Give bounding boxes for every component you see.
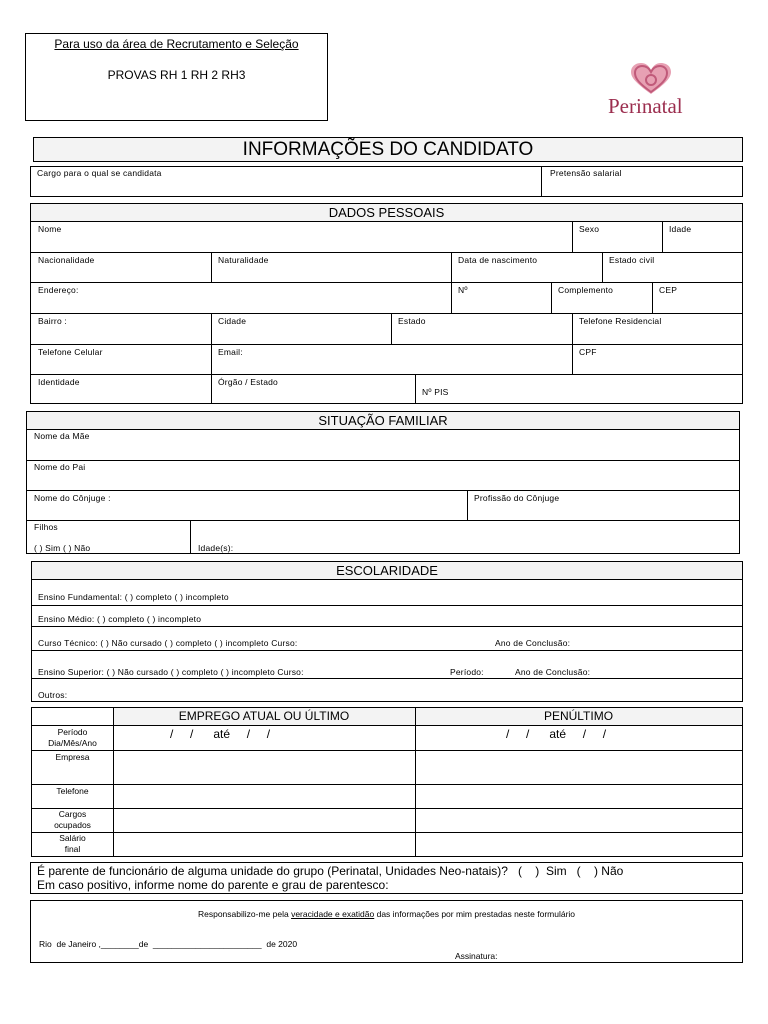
- salario-label-2: final: [64, 844, 81, 854]
- cidade-field[interactable]: [211, 313, 391, 344]
- declaracao-text: [31, 909, 742, 919]
- idade-field[interactable]: [662, 222, 742, 252]
- declaracao-section: [30, 900, 743, 963]
- estado-civil-label: Estado civil: [609, 255, 655, 265]
- numero-label: Nº: [458, 285, 468, 295]
- pretensao-field[interactable]: [542, 167, 742, 196]
- telefone-atual-field[interactable]: [114, 785, 415, 808]
- tel-cel-field[interactable]: [31, 344, 211, 374]
- curso-tecnico-row[interactable]: Curso Técnico: ( ) Não cursado ( ) completo ( ) incompleto Curso:: [38, 638, 298, 648]
- idade-label: Idade: [669, 224, 692, 234]
- superior-ano-label: Ano de Conclusão:: [515, 667, 591, 677]
- parente-question[interactable]: É parente de funcionário de alguma unidade do grupo (Perinatal, Unidades Neo-natais)? ( ) Sim ( ) Não: [37, 864, 624, 878]
- naturalidade-label: Naturalidade: [218, 255, 269, 265]
- cargo-row: [30, 166, 743, 197]
- filhos-options[interactable]: ( ) Sim ( ) Não: [34, 543, 91, 553]
- parente-section: [30, 862, 743, 894]
- dados-pessoais-section: [30, 203, 743, 404]
- pai-label: Nome do Pai: [34, 462, 86, 472]
- nome-label: Nome: [38, 224, 62, 234]
- heart-logo-icon: [627, 62, 675, 96]
- email-label: Email:: [218, 347, 243, 357]
- cargos-label-2: ocupados: [54, 820, 91, 830]
- local-data-line[interactable]: Rio de Janeiro ,________de _______________________ de 2020: [39, 939, 298, 949]
- pretensao-label: Pretensão salarial: [550, 168, 622, 178]
- cargos-atual-field[interactable]: [114, 809, 415, 832]
- page-title: INFORMAÇÕES DO CANDIDATO: [33, 137, 743, 162]
- nascimento-field[interactable]: [451, 252, 602, 282]
- provas-label: PROVAS RH 1 RH 2 RH3: [107, 68, 246, 82]
- email-field[interactable]: [211, 344, 572, 374]
- numero-field[interactable]: [451, 282, 551, 313]
- declaracao-pre: Responsabilizo-me pela: [197, 909, 292, 919]
- sexo-field[interactable]: [572, 222, 662, 252]
- nacionalidade-field[interactable]: [31, 252, 211, 282]
- periodo-label: Período: [57, 727, 88, 737]
- parente-instruction: Em caso positivo, informe nome do parente e grau de parentesco:: [37, 878, 389, 892]
- nascimento-label: Data de nascimento: [458, 255, 538, 265]
- conjuge-field[interactable]: [27, 490, 467, 520]
- endereco-field[interactable]: [31, 282, 451, 313]
- salario-row-label: [32, 833, 113, 855]
- tel-res-field[interactable]: [572, 313, 742, 344]
- escolaridade-header: ESCOLARIDADE: [32, 562, 742, 580]
- salario-penultimo-field[interactable]: [416, 833, 742, 856]
- salario-label: Salário: [59, 833, 86, 843]
- mae-label: Nome da Mãe: [34, 431, 90, 441]
- col-atual-header: EMPREGO ATUAL OU ÚLTIMO: [178, 709, 350, 723]
- estado-civil-field[interactable]: [602, 252, 742, 282]
- declaracao-post: das informações por mim prestadas neste formulário: [374, 909, 576, 919]
- empresa-label: Empresa: [55, 752, 90, 762]
- empresa-atual-field[interactable]: [114, 751, 415, 784]
- ensino-superior-row[interactable]: Ensino Superior: ( ) Não cursado ( ) completo ( ) incompleto Curso:: [38, 667, 304, 677]
- prof-conjuge-field[interactable]: [467, 490, 739, 520]
- cargos-label: Cargos: [58, 809, 87, 819]
- cidade-label: Cidade: [218, 316, 247, 326]
- cargos-penultimo-field[interactable]: [416, 809, 742, 832]
- tel-cel-label: Telefone Celular: [38, 347, 103, 357]
- endereco-label: Endereço:: [38, 285, 79, 295]
- identidade-label: Identidade: [38, 377, 80, 387]
- logo-text: Perinatal: [608, 94, 683, 118]
- bairro-field[interactable]: [31, 313, 211, 344]
- orgao-field[interactable]: [211, 374, 415, 404]
- escolaridade-section: [31, 561, 743, 702]
- cep-field[interactable]: [652, 282, 742, 313]
- dados-pessoais-header: DADOS PESSOAIS: [31, 204, 742, 222]
- ensino-medio-row[interactable]: Ensino Médio: ( ) completo ( ) incompleto: [38, 614, 202, 624]
- pai-field[interactable]: [27, 460, 739, 490]
- periodo-penultimo-field[interactable]: / / até / /: [506, 727, 607, 741]
- cargo-label: Cargo para o qual se candidata: [37, 168, 162, 178]
- idades-field[interactable]: [190, 520, 739, 553]
- sexo-label: Sexo: [579, 224, 600, 234]
- cpf-label: CPF: [579, 347, 597, 357]
- naturalidade-field[interactable]: [211, 252, 451, 282]
- superior-periodo-label: Período:: [450, 667, 484, 677]
- perinatal-logo: [600, 58, 705, 120]
- filhos-label: Filhos: [34, 522, 58, 532]
- situacao-familiar-section: [26, 411, 740, 554]
- ensino-fundamental-row[interactable]: Ensino Fundamental: ( ) completo ( ) incompleto: [38, 592, 229, 602]
- periodo-format-label: Dia/Mês/Ano: [48, 738, 97, 748]
- cep-label: CEP: [659, 285, 678, 295]
- complemento-label: Complemento: [558, 285, 614, 295]
- estado-label: Estado: [398, 316, 426, 326]
- nacionalidade-label: Nacionalidade: [38, 255, 95, 265]
- declaracao-underline: veracidade e exatidão: [291, 909, 375, 919]
- emprego-section: [31, 707, 743, 857]
- nome-field[interactable]: [31, 222, 572, 252]
- identidade-field[interactable]: [31, 374, 211, 404]
- estado-field[interactable]: [391, 313, 572, 344]
- telefone-penultimo-field[interactable]: [416, 785, 742, 808]
- mae-field[interactable]: [27, 430, 739, 460]
- periodo-atual-field[interactable]: / / até / /: [170, 727, 271, 741]
- cpf-field[interactable]: [572, 344, 742, 374]
- conjuge-label: Nome do Cônjuge :: [34, 493, 111, 503]
- filhos-field[interactable]: [27, 520, 190, 553]
- complemento-field[interactable]: [551, 282, 652, 313]
- bairro-label: Bairro :: [38, 316, 67, 326]
- recruitment-label: Para uso da área de Recrutamento e Seleção: [54, 37, 299, 51]
- pis-label: Nº PIS: [422, 387, 449, 397]
- cargos-row-label: [32, 809, 113, 831]
- assinatura-label[interactable]: Assinatura:: [455, 951, 498, 961]
- situacao-familiar-header: SITUAÇÃO FAMILIAR: [27, 412, 739, 430]
- periodo-row-label: [32, 727, 113, 749]
- pis-field[interactable]: [415, 374, 742, 404]
- col-penultimo-header: PENÚLTIMO: [543, 709, 614, 723]
- prof-conjuge-label: Profissão do Cônjuge: [474, 493, 560, 503]
- cargo-field[interactable]: [31, 167, 542, 196]
- tel-res-label: Telefone Residencial: [579, 316, 662, 326]
- telefone-label: Telefone: [56, 786, 89, 796]
- tecnico-ano-label: Ano de Conclusão:: [495, 638, 571, 648]
- recruitment-box: [25, 33, 328, 121]
- salario-atual-field[interactable]: [114, 833, 415, 856]
- idades-label: Idade(s):: [198, 543, 234, 553]
- outros-label[interactable]: Outros:: [38, 690, 68, 700]
- empresa-penultimo-field[interactable]: [416, 751, 742, 784]
- orgao-label: Órgão / Estado: [218, 377, 278, 387]
